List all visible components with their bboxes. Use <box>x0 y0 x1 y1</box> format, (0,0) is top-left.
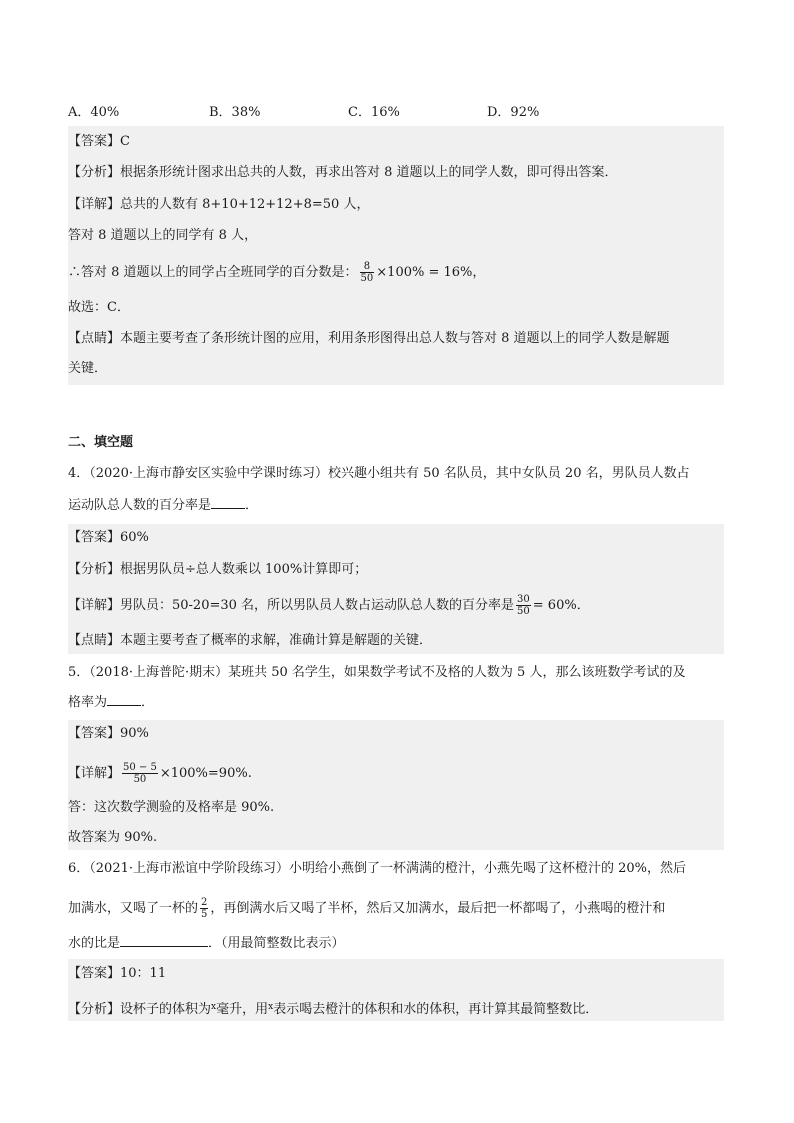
q6-stem-2 <box>68 897 665 920</box>
q4-detail <box>68 594 590 617</box>
q5-fraction-numerator: 50 − 5 <box>123 762 157 773</box>
q3-answer: 【答案】C <box>68 134 130 149</box>
q3-detail-3-suffix: ×100% = 16%， <box>376 265 486 280</box>
q6-fraction-numerator: 2 <box>201 897 208 908</box>
q6-stem-1: 6．（2021·上海市淞谊中学阶段练习）小明给小燕倒了一杯满满的橙汁，小燕先喝了这杯橙汁的 20%，然后 <box>68 861 687 876</box>
section-title: 二、填空题 <box>68 435 134 450</box>
q4-fraction-denominator: 50 <box>517 606 530 617</box>
q3-detail-1: 【详解】总共的人数有 8+10+12+12+8=50 人， <box>68 197 370 212</box>
q6-stem-2-suffix: ，再倒满水后又喝了半杯，然后又加满水，最后把一杯都喝了，小燕喝的橙汁和 <box>210 901 666 916</box>
q6-variable-2: x <box>268 1002 274 1012</box>
q3-analysis: 【分析】根据条形统计图求出总共的人数，再求出答对 8 道题以上的同学人数，即可得出答案． <box>68 165 618 180</box>
q6-fraction-denominator: 5 <box>201 909 208 920</box>
q5-detail <box>68 762 252 785</box>
q6-stem-3 <box>68 935 345 953</box>
q6-analysis <box>68 998 598 1019</box>
q5-stem-2-text: 格率为 <box>68 695 108 710</box>
q3-detail-4: 故选：C． <box>68 300 130 315</box>
q6-analysis-a: 【分析】设杯子的体积为 <box>68 1002 212 1017</box>
q6-variable-1: x <box>211 1002 217 1012</box>
q6-analysis-b: 毫升，用 <box>216 1002 269 1017</box>
q4-detail-suffix: = 60%． <box>532 598 590 613</box>
q5-detail-prefix: 【详解】 <box>68 766 121 781</box>
q5-fraction-denominator: 50 <box>133 774 147 785</box>
q4-analysis: 【分析】根据男队员÷总人数乘以 100%计算即可； <box>68 562 368 577</box>
q3-comment-1: 【点睛】本题主要考查了条形统计图的应用，利用条形图得出总人数与答对 8 道题以上的同学人数是解题 <box>68 331 670 346</box>
q3-detail-3 <box>68 261 485 284</box>
q6-stem-2-prefix: 加满水，又喝了一杯的 <box>68 901 199 916</box>
q5-answer: 【答案】90% <box>68 726 149 741</box>
q5-stem-2 <box>68 694 154 712</box>
q6-answer: 【答案】10：11 <box>68 966 167 981</box>
option-c: C．16% <box>348 105 400 120</box>
q3-detail-3-prefix: ∴答对 8 道题以上的同学占全班同学的百分数是： <box>68 265 358 280</box>
q5-stem-1: 5．（2018·上海普陀·期末）某班共 50 名学生，如果数学考试不及格的人数为 5 人，那么该班数学考试的及 <box>68 665 686 680</box>
q4-comment: 【点睛】本题主要考查了概率的求解，准确计算是解题的关键． <box>68 633 433 648</box>
q3-comment-2: 关键． <box>68 361 108 376</box>
q5-fraction <box>122 762 158 785</box>
q4-stem-2-text: 运动队总人数的百分率是 <box>68 498 212 513</box>
q4-stem-2-end: ． <box>245 498 259 513</box>
q4-fraction-numerator: 30 <box>517 594 530 605</box>
q4-answer: 【答案】60% <box>68 530 149 545</box>
q3-detail-2: 答对 8 道题以上的同学有 8 人， <box>68 228 258 243</box>
q4-stem-2 <box>68 497 258 515</box>
q5-stem-2-end: ． <box>141 695 155 710</box>
option-d: D．92% <box>487 105 540 120</box>
q5-line-2: 答：这次数学测验的及格率是 90%. <box>68 800 275 815</box>
q5-detail-suffix: ×100%=90%. <box>159 766 252 781</box>
q6-stem-3-suffix: ．（用最简整数比表示） <box>208 936 345 951</box>
option-a: A．40% <box>68 105 120 120</box>
q5-answer-blank <box>107 705 141 706</box>
q3-fraction-numerator: 8 <box>360 261 375 273</box>
q6-answer-blank <box>120 946 208 947</box>
q6-analysis-c: 表示喝去橙汁的体积和水的体积，再计算其最简整数比． <box>273 1002 599 1017</box>
q4-detail-prefix: 【详解】男队员：50-20=30 名，所以男队员人数占运动队总人数的百分率是 <box>68 598 515 613</box>
q4-stem-1: 4．（2020·上海市静安区实验中学课时练习）校兴趣小组共有 50 名队员，其中女队员 20 名，男队员人数占 <box>68 466 690 481</box>
q4-fraction <box>516 594 531 617</box>
q5-line-3: 故答案为 90%. <box>68 830 158 845</box>
q3-fraction <box>360 261 375 284</box>
q4-answer-blank <box>211 508 245 509</box>
q3-fraction-denominator: 50 <box>360 273 374 284</box>
option-b: B．38% <box>209 105 261 120</box>
q5-answer-panel <box>68 720 724 850</box>
q6-stem-3-prefix: 水的比是 <box>68 936 121 951</box>
q6-fraction <box>200 897 208 920</box>
